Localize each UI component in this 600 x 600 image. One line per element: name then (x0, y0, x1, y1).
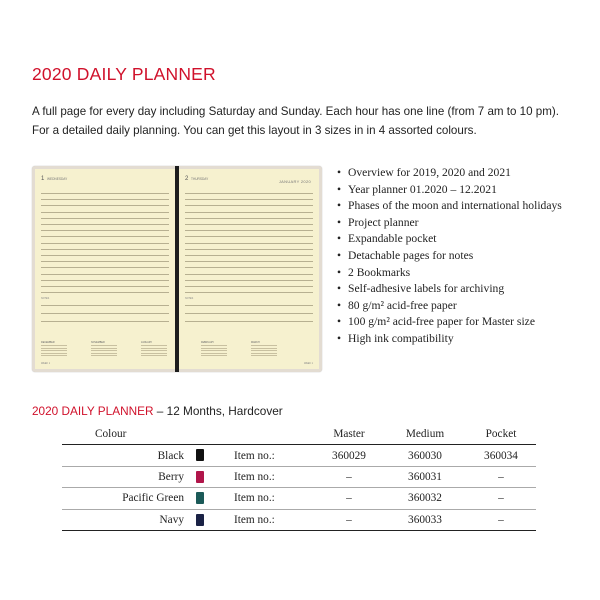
hour-line (41, 243, 169, 244)
mini-month-5: MARCH (251, 341, 260, 344)
row-medium: 360032 (408, 492, 442, 505)
hour-line (185, 255, 313, 256)
hour-line (41, 224, 169, 225)
table-row (62, 509, 536, 530)
right-month-label: JANUARY 2020 (278, 179, 311, 184)
row-medium: 360031 (408, 470, 442, 483)
header-pocket: Pocket (485, 428, 517, 441)
hour-line (185, 230, 313, 231)
feature-item: • 2 Bookmarks (337, 265, 562, 282)
left-footer: WEEK 1 (41, 362, 51, 365)
row-pocket: – (498, 470, 504, 483)
hour-line (41, 236, 169, 237)
row-medium: 360033 (408, 513, 442, 526)
right-footer: WEEK 1 (303, 362, 313, 365)
hour-line (185, 292, 313, 293)
feature-item: • Phases of the moon and international holidays (337, 198, 562, 215)
hour-line (41, 205, 169, 206)
hour-line (185, 224, 313, 225)
hour-line (185, 249, 313, 250)
hour-line (185, 286, 313, 287)
hour-line (41, 261, 169, 262)
left-day-number: 1 (41, 176, 45, 182)
row-pocket: 360034 (484, 449, 518, 462)
hour-line (185, 236, 313, 237)
row-item-label: Item no.: (234, 470, 275, 483)
hour-line (41, 292, 169, 293)
hour-line (185, 199, 313, 200)
planner-left-page (35, 169, 175, 369)
table-title (32, 404, 283, 418)
hour-line (41, 267, 169, 268)
feature-item: • 100 g/m² acid-free paper for Master size (337, 314, 562, 331)
hour-line (41, 280, 169, 281)
feature-item: • Overview for 2019, 2020 and 2021 (337, 165, 562, 182)
row-colour: Black (157, 449, 184, 462)
notes-line (41, 321, 169, 322)
header-medium: Medium (405, 428, 445, 441)
hour-line (185, 274, 313, 275)
header-master: Master (333, 428, 365, 441)
planner-image (32, 166, 322, 372)
feature-item: • Year planner 01.2020 – 12.2021 (337, 182, 562, 199)
feature-item: • Self-adhesive labels for archiving (337, 281, 562, 298)
row-pocket: – (498, 492, 504, 505)
table-title-name: 2020 DAILY PLANNER (32, 404, 154, 418)
row-master: – (346, 513, 352, 526)
colour-swatch (196, 514, 204, 526)
row-item-label: Item no.: (234, 449, 275, 462)
row-item-label: Item no.: (234, 513, 275, 526)
right-day-number: 2 (185, 176, 189, 182)
hour-line (41, 230, 169, 231)
hour-line (185, 280, 313, 281)
right-day-label: THURSDAY (191, 177, 209, 181)
notes-line (41, 313, 169, 314)
table-title-detail: – 12 Months, Hardcover (153, 404, 283, 418)
page-title: 2020 DAILY PLANNER (32, 64, 216, 84)
feature-item: • Project planner (337, 215, 562, 232)
mini-month-2: NOVEMBER (91, 341, 105, 344)
notes-line (185, 313, 313, 314)
planner-right-page (179, 169, 319, 369)
row-colour: Pacific Green (122, 492, 184, 505)
header-item (234, 424, 314, 445)
table-row (62, 445, 536, 466)
row-medium: 360030 (408, 449, 442, 462)
description: A full page for every day including Saturday and Sunday. Each hour has one line (from 7 am to 10 pm). For a detailed daily planning. You can get this layout in 3 sizes in in 4 assorted colours. (32, 105, 559, 137)
notes-line (41, 305, 169, 306)
hour-line (41, 274, 169, 275)
header-swatch (184, 424, 234, 445)
hour-line (41, 255, 169, 256)
header-colour: Colour (95, 428, 127, 441)
hour-line (185, 267, 313, 268)
hour-line (185, 193, 313, 194)
row-colour: Navy (159, 513, 184, 526)
feature-item: • 80 g/m² acid-free paper (337, 298, 562, 315)
mini-month-1: DECEMBER (41, 341, 55, 344)
product-table (62, 424, 536, 531)
feature-item: • Expandable pocket (337, 231, 562, 248)
colour-swatch (196, 492, 204, 504)
hour-line (185, 205, 313, 206)
feature-list (337, 165, 562, 348)
hour-line (41, 218, 169, 219)
feature-item: • Detachable pages for notes (337, 248, 562, 265)
left-notes-label: NOTES (41, 297, 50, 300)
hour-line (41, 212, 169, 213)
table-row (62, 488, 536, 509)
mini-month-3: JANUARY (141, 341, 153, 344)
hour-line (185, 261, 313, 262)
row-master: – (346, 492, 352, 505)
row-colour: Berry (158, 470, 184, 483)
colour-swatch (196, 449, 204, 461)
left-day-label: WEDNESDAY (47, 177, 68, 181)
hour-line (41, 193, 169, 194)
feature-item: • High ink compatibility (337, 331, 562, 348)
notes-line (185, 305, 313, 306)
row-master: 360029 (332, 449, 366, 462)
table-row (62, 466, 536, 487)
hour-line (41, 199, 169, 200)
hour-line (185, 243, 313, 244)
mini-month-4: FEBRUARY (201, 341, 214, 344)
row-master: – (346, 470, 352, 483)
row-item-label: Item no.: (234, 492, 275, 505)
notes-line (185, 321, 313, 322)
hour-line (185, 218, 313, 219)
right-notes-label: NOTES (185, 297, 194, 300)
colour-swatch (196, 471, 204, 483)
row-pocket: – (498, 513, 504, 526)
hour-line (185, 212, 313, 213)
hour-line (41, 249, 169, 250)
table-header-row (62, 424, 536, 445)
hour-line (41, 286, 169, 287)
